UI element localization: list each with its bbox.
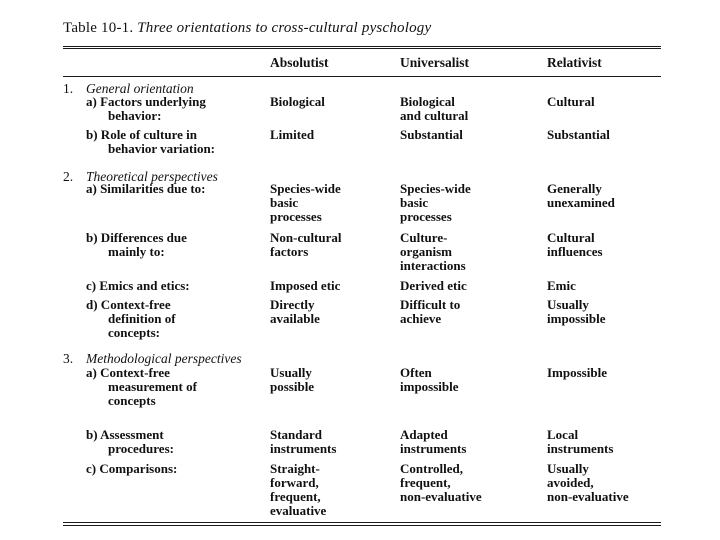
row-label-line: a) Factors underlying: [86, 94, 206, 109]
section-heading: Methodological perspectives: [86, 351, 242, 366]
absolutist-cell-line: available: [270, 311, 320, 326]
absolutist-cell-line: evaluative: [270, 503, 327, 518]
row-label-line: a) Similarities due to:: [86, 181, 206, 196]
universalist-cell-line: frequent,: [400, 475, 451, 490]
header-absolutist: Absolutist: [270, 55, 329, 70]
relativist-cell-line: Impossible: [547, 365, 607, 380]
universalist-cell-line: organism: [400, 244, 452, 259]
top-rule-inner: [63, 48, 661, 49]
row-label-line: a) Context-free: [86, 365, 170, 380]
universalist-cell-line: Substantial: [400, 127, 463, 142]
universalist-cell-line: achieve: [400, 311, 442, 326]
absolutist-cell-line: Imposed etic: [270, 278, 341, 293]
relativist-cell-line: instruments: [547, 441, 614, 456]
relativist-cell-line: non-evaluative: [547, 489, 629, 504]
top-rule: [63, 46, 661, 47]
absolutist-cell-line: Species-wide: [270, 181, 341, 196]
row-label-line: mainly to:: [108, 244, 165, 259]
bottom-rule: [63, 522, 661, 523]
table-title: [63, 20, 431, 37]
universalist-cell-line: Derived etic: [400, 278, 467, 293]
absolutist-cell-line: Usually: [270, 365, 312, 380]
header-relativist: Relativist: [547, 55, 602, 70]
relativist-cell-line: Local: [547, 427, 579, 442]
row-label-line: b) Role of culture in: [86, 127, 197, 142]
universalist-cell-line: and cultural: [400, 108, 469, 123]
universalist-cell-line: instruments: [400, 441, 467, 456]
row-label-line: b) Assessment: [86, 427, 164, 442]
relativist-cell-line: Usually: [547, 297, 589, 312]
bottom-rule-inner: [63, 525, 661, 526]
relativist-cell-line: Generally: [547, 181, 602, 196]
absolutist-cell-line: instruments: [270, 441, 337, 456]
section-heading: Theoretical perspectives: [86, 169, 218, 184]
relativist-cell-line: Cultural: [547, 230, 595, 245]
row-label-line: measurement of: [108, 379, 197, 394]
header-rule: [63, 76, 661, 77]
universalist-cell-line: non-evaluative: [400, 489, 482, 504]
section-heading: General orientation: [86, 81, 194, 96]
row-label-line: c) Comparisons:: [86, 461, 178, 476]
section-number: 3.: [63, 351, 74, 366]
absolutist-cell-line: forward,: [270, 475, 319, 490]
row-label-line: definition of: [108, 311, 176, 326]
relativist-cell-line: unexamined: [547, 195, 615, 210]
header-universalist: Universalist: [400, 55, 469, 70]
row-label-line: behavior variation:: [108, 141, 216, 156]
relativist-cell-line: Cultural: [547, 94, 595, 109]
row-label-line: concepts: [108, 393, 156, 408]
row-label-line: b) Differences due: [86, 230, 187, 245]
row-label-line: c) Emics and etics:: [86, 278, 190, 293]
relativist-cell-line: Emic: [547, 278, 576, 293]
universalist-cell-line: Adapted: [400, 427, 448, 442]
absolutist-cell-line: processes: [270, 209, 322, 224]
absolutist-cell-line: Directly: [270, 297, 315, 312]
universalist-cell-line: interactions: [400, 258, 466, 273]
absolutist-cell-line: frequent,: [270, 489, 321, 504]
row-label-line: d) Context-free: [86, 297, 171, 312]
absolutist-cell-line: Non-cultural: [270, 230, 342, 245]
relativist-cell-line: Substantial: [547, 127, 610, 142]
relativist-cell-line: influences: [547, 244, 603, 259]
section-number: 2.: [63, 169, 74, 184]
table-caption: Three orientations to cross-cultural pyschology: [137, 20, 432, 36]
absolutist-cell-line: Biological: [270, 94, 325, 109]
absolutist-cell-line: Limited: [270, 127, 315, 142]
absolutist-cell-line: Straight-: [270, 461, 320, 476]
universalist-cell-line: Difficult to: [400, 297, 461, 312]
table-number: Table 10-1.: [63, 20, 134, 36]
universalist-cell-line: Culture-: [400, 230, 448, 245]
universalist-cell-line: Often: [400, 365, 432, 380]
absolutist-cell-line: possible: [270, 379, 315, 394]
universalist-cell-line: Controlled,: [400, 461, 463, 476]
row-label-line: procedures:: [108, 441, 174, 456]
universalist-cell-line: impossible: [400, 379, 459, 394]
absolutist-cell-line: factors: [270, 244, 309, 259]
absolutist-cell-line: Standard: [270, 427, 323, 442]
universalist-cell-line: Biological: [400, 94, 455, 109]
relativist-cell-line: avoided,: [547, 475, 594, 490]
relativist-cell-line: impossible: [547, 311, 606, 326]
universalist-cell-line: basic: [400, 195, 429, 210]
universalist-cell-line: processes: [400, 209, 452, 224]
section-number: 1.: [63, 81, 74, 96]
absolutist-cell-line: basic: [270, 195, 299, 210]
row-label-line: concepts:: [108, 325, 160, 340]
relativist-cell-line: Usually: [547, 461, 589, 476]
universalist-cell-line: Species-wide: [400, 181, 471, 196]
row-label-line: behavior:: [108, 108, 162, 123]
